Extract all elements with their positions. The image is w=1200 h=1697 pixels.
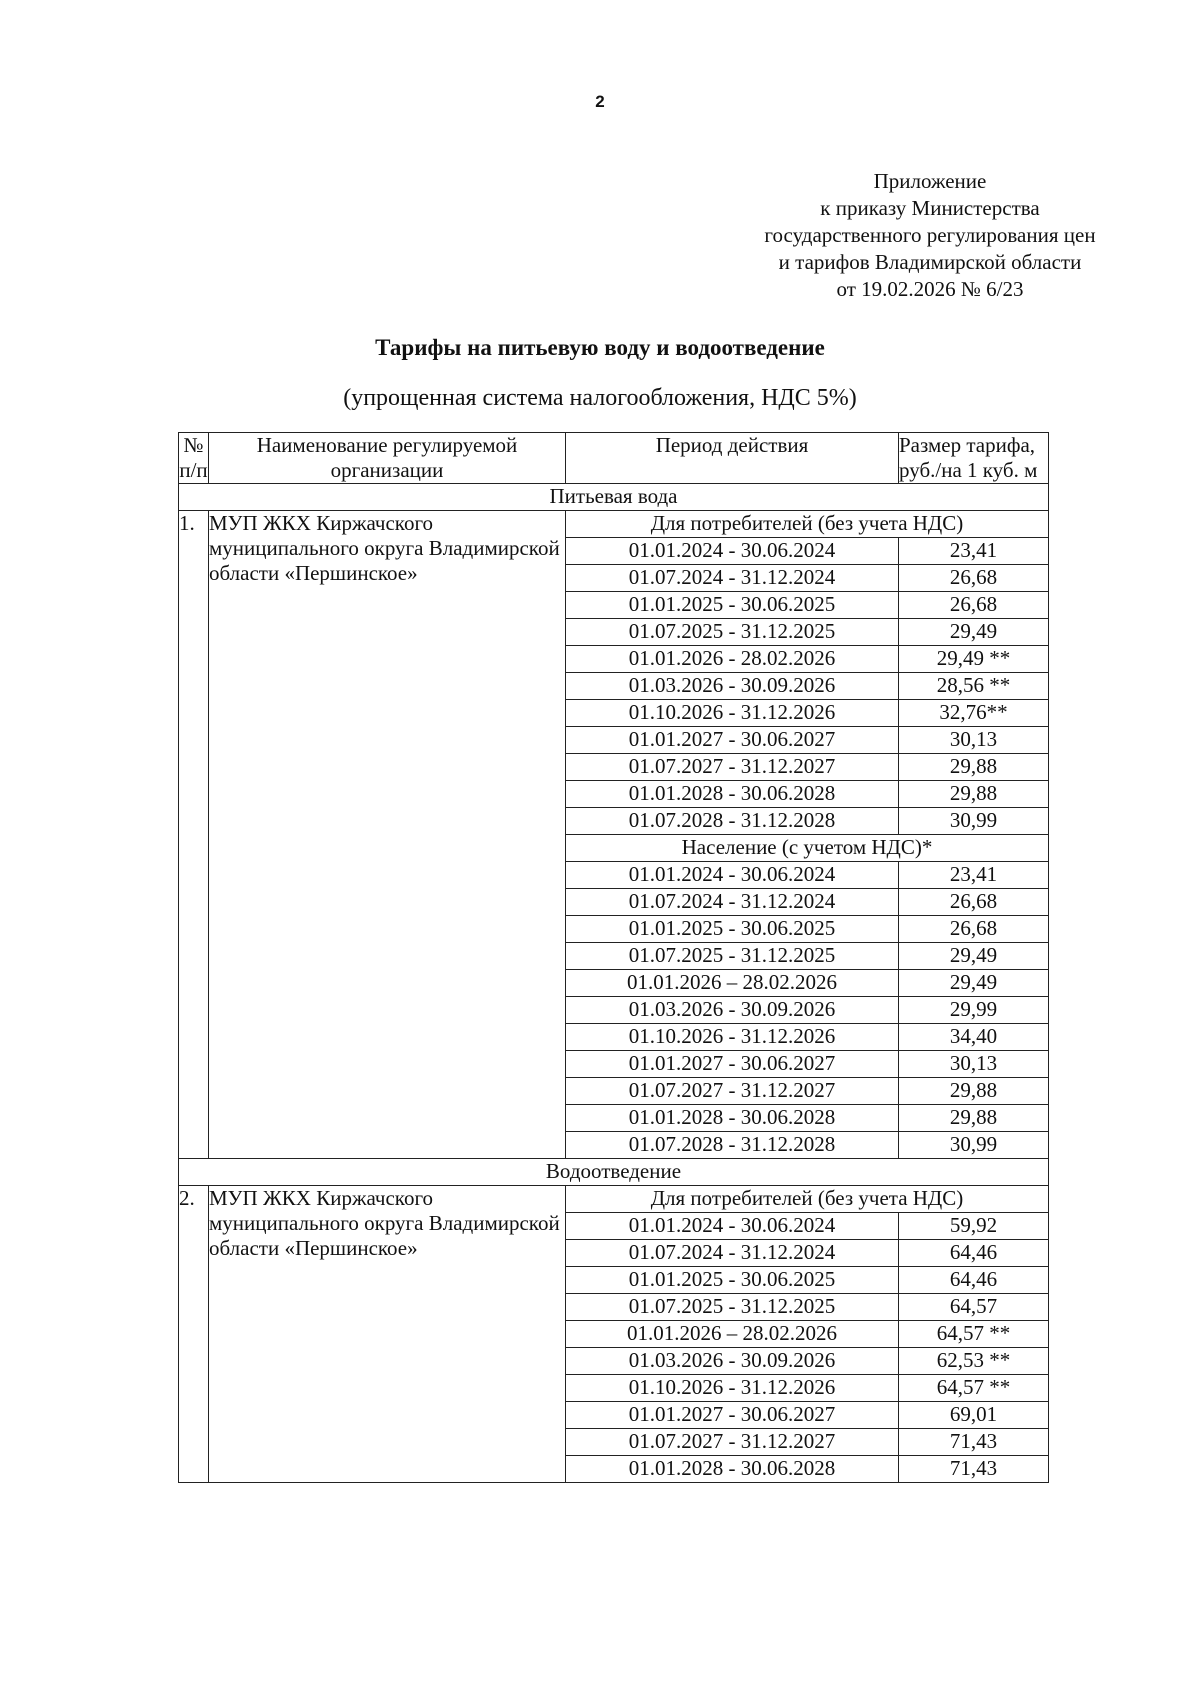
rate-cell: 32,76** [899, 700, 1049, 727]
period-cell: 01.03.2026 - 30.09.2026 [566, 673, 899, 700]
period-cell: 01.10.2026 - 31.12.2026 [566, 1375, 899, 1402]
period-cell: 01.01.2024 - 30.06.2024 [566, 538, 899, 565]
appendix-line: от 19.02.2026 № 6/23 [836, 277, 1024, 301]
period-cell: 01.07.2025 - 31.12.2025 [566, 943, 899, 970]
rate-cell: 64,57 ** [899, 1321, 1049, 1348]
group-row [179, 511, 1049, 538]
rate-cell: 29,88 [899, 1078, 1049, 1105]
period-cell: 01.01.2024 - 30.06.2024 [566, 862, 899, 889]
period-cell: 01.07.2028 - 31.12.2028 [566, 808, 899, 835]
section-row [179, 1159, 1049, 1186]
rate-cell: 23,41 [899, 538, 1049, 565]
header-rate: Размер тарифа, руб./на 1 куб. м [899, 433, 1049, 484]
table-header-row [179, 433, 1049, 484]
period-cell: 01.01.2025 - 30.06.2025 [566, 1267, 899, 1294]
period-cell: 01.01.2026 – 28.02.2026 [566, 1321, 899, 1348]
period-cell: 01.07.2024 - 31.12.2024 [566, 889, 899, 916]
rate-cell: 26,68 [899, 592, 1049, 619]
period-cell: 01.01.2026 – 28.02.2026 [566, 970, 899, 997]
rate-cell: 59,92 [899, 1213, 1049, 1240]
document-subtitle: (упрощенная система налогообложения, НДС 5%) [343, 385, 857, 411]
appendix-line: Приложение [873, 169, 987, 193]
rate-cell: 30,99 [899, 808, 1049, 835]
organization-name: МУП ЖКХ Киржачского муниципального округа Владимирской области «Першинское» [209, 511, 566, 1159]
rate-cell: 23,41 [899, 862, 1049, 889]
rate-cell: 29,49 [899, 943, 1049, 970]
section-title: Питьевая вода [179, 484, 1049, 511]
period-cell: 01.10.2026 - 31.12.2026 [566, 1024, 899, 1051]
period-cell: 01.01.2028 - 30.06.2028 [566, 1105, 899, 1132]
rate-cell: 30,13 [899, 727, 1049, 754]
organization-name: МУП ЖКХ Киржачского муниципального округа Владимирской области «Першинское» [209, 1186, 566, 1483]
period-cell: 01.07.2025 - 31.12.2025 [566, 1294, 899, 1321]
header-num: № п/п [179, 433, 208, 482]
tariff-body [179, 484, 1049, 1483]
group-label: Для потребителей (без учета НДС) [566, 1186, 1049, 1213]
rate-cell: 30,13 [899, 1051, 1049, 1078]
rate-cell: 29,49 [899, 619, 1049, 646]
rate-cell: 29,99 [899, 997, 1049, 1024]
appendix-block [700, 168, 1160, 303]
rate-cell: 69,01 [899, 1402, 1049, 1429]
group-label: Население (с учетом НДС)* [566, 835, 1049, 862]
tariff-table [178, 432, 1049, 1483]
rate-cell: 34,40 [899, 1024, 1049, 1051]
period-cell: 01.07.2024 - 31.12.2024 [566, 1240, 899, 1267]
page-number: 2 [595, 92, 605, 111]
period-cell: 01.03.2026 - 30.09.2026 [566, 1348, 899, 1375]
document-title: Тарифы на питьевую воду и водоотведение [375, 335, 825, 360]
period-cell: 01.01.2028 - 30.06.2028 [566, 781, 899, 808]
period-cell: 01.01.2025 - 30.06.2025 [566, 916, 899, 943]
period-cell: 01.01.2027 - 30.06.2027 [566, 1051, 899, 1078]
period-cell: 01.01.2027 - 30.06.2027 [566, 1402, 899, 1429]
period-cell: 01.01.2026 - 28.02.2026 [566, 646, 899, 673]
rate-cell: 64,46 [899, 1240, 1049, 1267]
period-cell: 01.01.2028 - 30.06.2028 [566, 1456, 899, 1483]
period-cell: 01.01.2024 - 30.06.2024 [566, 1213, 899, 1240]
rate-cell: 26,68 [899, 916, 1049, 943]
rate-cell: 26,68 [899, 889, 1049, 916]
period-cell: 01.07.2028 - 31.12.2028 [566, 1132, 899, 1159]
rate-cell: 28,56 ** [899, 673, 1049, 700]
section-row [179, 484, 1049, 511]
row-number: 1. [179, 511, 209, 1159]
rate-cell: 29,88 [899, 1105, 1049, 1132]
rate-cell: 64,46 [899, 1267, 1049, 1294]
period-cell: 01.07.2027 - 31.12.2027 [566, 1078, 899, 1105]
rate-cell: 64,57 ** [899, 1375, 1049, 1402]
appendix-line: к приказу Министерства [820, 196, 1040, 220]
period-cell: 01.07.2024 - 31.12.2024 [566, 565, 899, 592]
period-cell: 01.01.2025 - 30.06.2025 [566, 592, 899, 619]
rate-cell: 71,43 [899, 1429, 1049, 1456]
period-cell: 01.07.2027 - 31.12.2027 [566, 1429, 899, 1456]
rate-cell: 30,99 [899, 1132, 1049, 1159]
period-cell: 01.03.2026 - 30.09.2026 [566, 997, 899, 1024]
appendix-line: государственного регулирования цен [764, 223, 1096, 247]
period-cell: 01.01.2027 - 30.06.2027 [566, 727, 899, 754]
rate-cell: 29,88 [899, 781, 1049, 808]
header-period: Период действия [566, 433, 899, 484]
rate-cell: 71,43 [899, 1456, 1049, 1483]
group-label: Для потребителей (без учета НДС) [566, 511, 1049, 538]
rate-cell: 29,88 [899, 754, 1049, 781]
row-number: 2. [179, 1186, 209, 1483]
header-org: Наименование регулируемой организации [209, 433, 566, 484]
section-title: Водоотведение [179, 1159, 1049, 1186]
period-cell: 01.07.2025 - 31.12.2025 [566, 619, 899, 646]
rate-cell: 64,57 [899, 1294, 1049, 1321]
rate-cell: 62,53 ** [899, 1348, 1049, 1375]
period-cell: 01.10.2026 - 31.12.2026 [566, 700, 899, 727]
rate-cell: 29,49 ** [899, 646, 1049, 673]
rate-cell: 29,49 [899, 970, 1049, 997]
appendix-line: и тарифов Владимирской области [778, 250, 1082, 274]
group-row [179, 1186, 1049, 1213]
rate-cell: 26,68 [899, 565, 1049, 592]
period-cell: 01.07.2027 - 31.12.2027 [566, 754, 899, 781]
